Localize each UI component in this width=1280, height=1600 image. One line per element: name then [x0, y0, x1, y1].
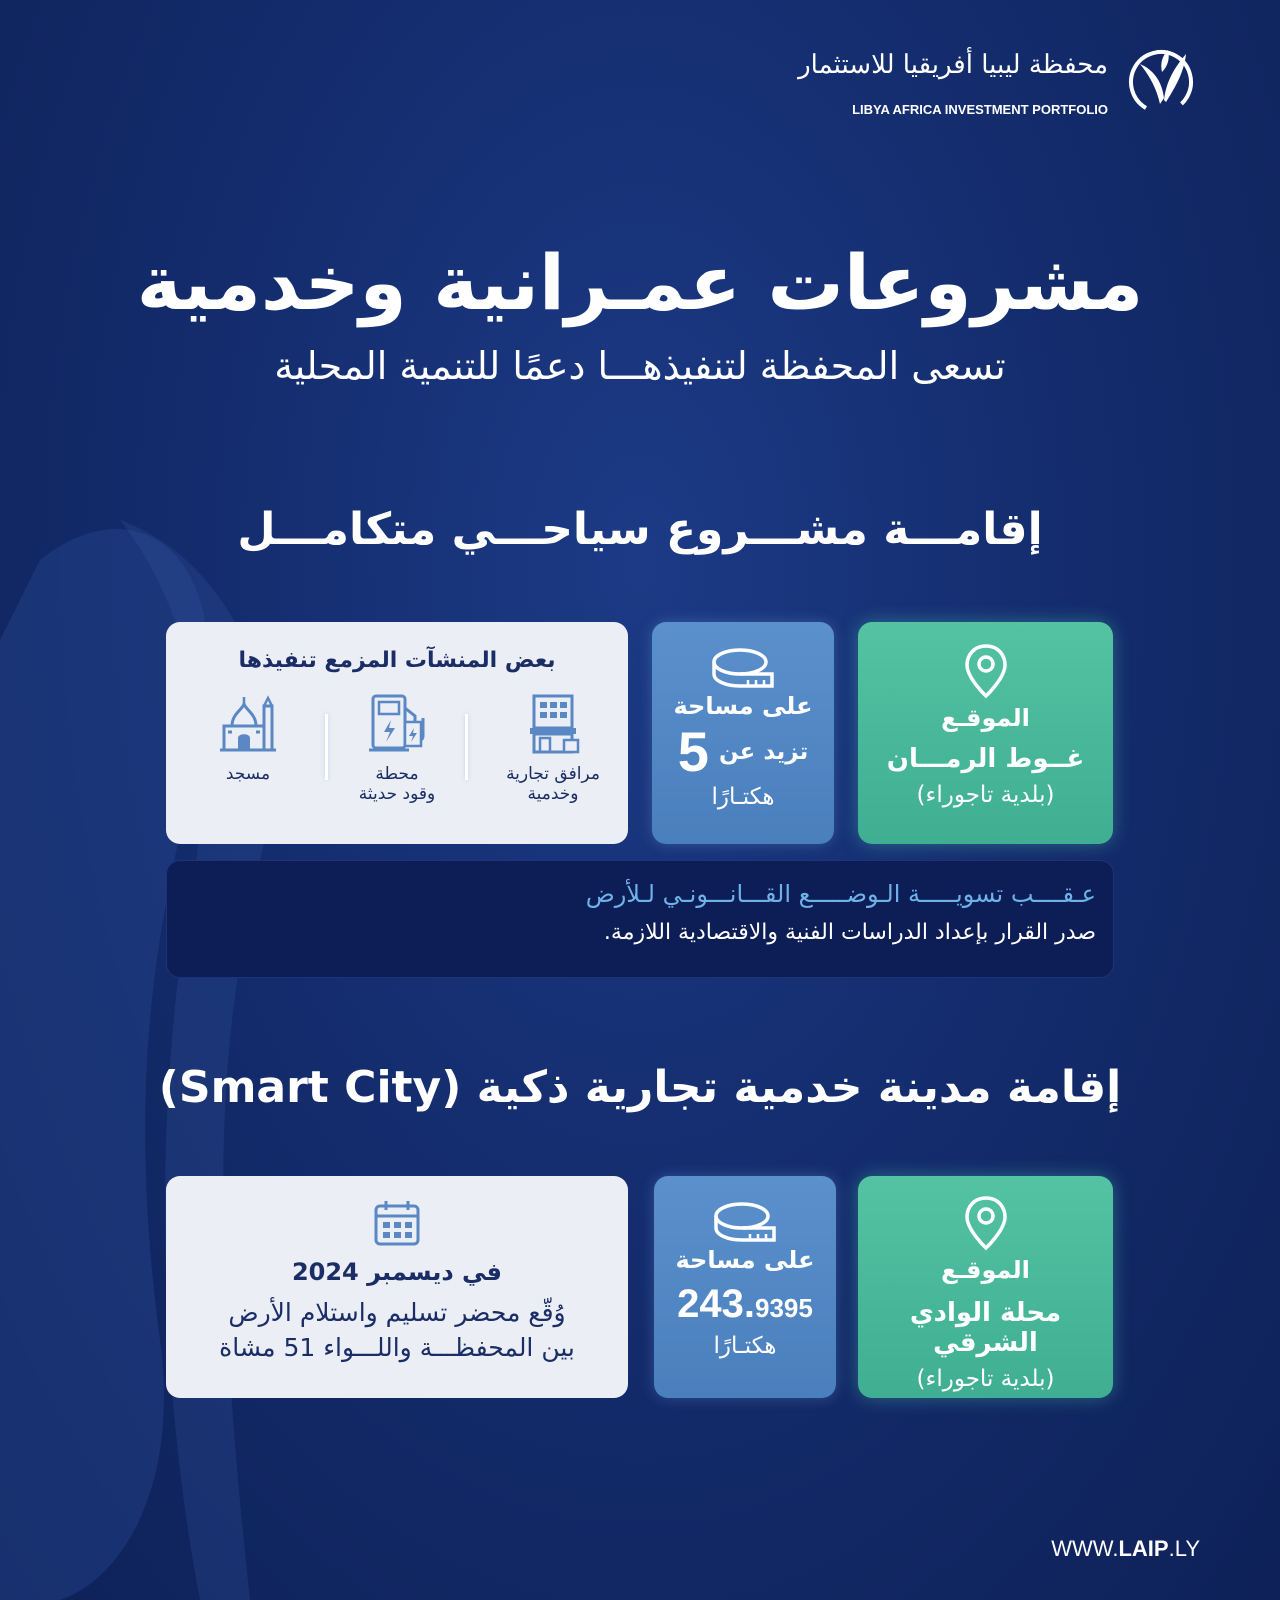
location-label: الموقـع: [941, 1256, 1030, 1284]
location-municipality: (بلدية تاجوراء): [916, 782, 1055, 808]
facility-name: [336, 764, 458, 805]
organization-logo: [798, 38, 1202, 124]
facility-name-line2: وخدمية: [527, 784, 579, 805]
facilities-title: بعض المنشآت المزمع تنفيذها: [238, 648, 556, 673]
location-municipality: (بلدية تاجوراء): [916, 1366, 1055, 1392]
location-label: الموقـع: [941, 704, 1030, 732]
area-number-main: 243.: [677, 1282, 755, 1326]
page-title: مشروعات عمـرانية وخدمية: [136, 238, 1144, 327]
area-amount-row: [652, 720, 834, 783]
note-highlight-line: عـقــــب تسويـــــة الـوضـــــع القـــانـــونـي لـلأرض: [585, 880, 1096, 908]
area-amount-row: [654, 1282, 836, 1327]
project2-area-card: [654, 1176, 836, 1398]
measuring-tape-icon: [710, 646, 776, 690]
facility-name-line2: وقود حديثة: [358, 784, 436, 805]
facility-name-line1: مسجد: [225, 764, 271, 784]
facility-name: [188, 764, 308, 784]
logo-english-name: LIBYA AFRICA INVESTMENT PORTFOLIO: [852, 102, 1108, 117]
area-label: على مساحة: [675, 1246, 815, 1274]
url-prefix: WWW.: [1051, 1536, 1119, 1561]
url-suffix: .LY: [1168, 1536, 1200, 1561]
logo-emblem-icon: [1120, 38, 1202, 120]
area-number: 5: [677, 720, 709, 783]
background-leaf-decoration: [0, 440, 420, 1600]
agreement-date: في ديسمبر 2024: [291, 1258, 503, 1286]
facility-name-line1: محطة: [375, 764, 419, 784]
fuel-station-icon: [367, 692, 427, 754]
area-number-decimals: 9395: [755, 1293, 813, 1323]
shop-building-icon: [526, 692, 580, 754]
note-body-line: صدر القرار بإعداد الدراسات الفنية والاقتصادية اللازمة.: [603, 920, 1096, 945]
facility-name-line1: مرافق تجارية: [506, 764, 600, 784]
project2-location-card: [858, 1176, 1113, 1398]
area-label: على مساحة: [673, 692, 813, 720]
divider: [325, 714, 328, 780]
location-pin-icon: [962, 1194, 1010, 1254]
facility-mosque: [188, 692, 308, 784]
area-prefix: تزيد عن: [718, 739, 809, 765]
agreement-line2: بين المحفظـــة واللـــواء 51 مشاة: [219, 1333, 575, 1362]
location-pin-icon: [962, 642, 1010, 702]
project1-location-card: [858, 622, 1113, 844]
url-domain: LAIP: [1118, 1536, 1169, 1561]
location-value: محلة الوادي الشرقي: [909, 1298, 1062, 1358]
agreement-line1: وُقّع محضر تسليم واستلام الأرض: [228, 1298, 566, 1327]
facility-name: [478, 764, 628, 805]
project1-area-card: [652, 622, 834, 844]
project2-title: إقامة مدينة خدمية تجارية ذكية (Smart City): [158, 1062, 1122, 1113]
area-unit: هكتـارًا: [711, 784, 775, 810]
project2-agreement-card: [166, 1176, 628, 1398]
facility-commercial: [478, 692, 628, 805]
project1-title: إقامـــة مشـــروع سياحـــي متكامـــل: [237, 504, 1043, 555]
website-url[interactable]: [1051, 1536, 1200, 1562]
logo-arabic-name: محفظة ليبيا أفريقيا للاستثمار: [798, 50, 1108, 80]
project1-note-card: [166, 860, 1114, 978]
area-unit: هكتـارًا: [713, 1333, 777, 1359]
facility-fuel-station: [336, 692, 458, 805]
location-value: غــوط الرمـــان: [886, 744, 1085, 774]
measuring-tape-icon: [712, 1200, 778, 1244]
calendar-icon: [372, 1198, 422, 1248]
project1-facilities-card: [166, 622, 628, 844]
mosque-icon: [218, 692, 278, 754]
page-subtitle: تسعى المحفظة لتنفيذهـــا دعمًا للتنمية المحلية: [274, 344, 1006, 388]
divider: [465, 714, 468, 780]
